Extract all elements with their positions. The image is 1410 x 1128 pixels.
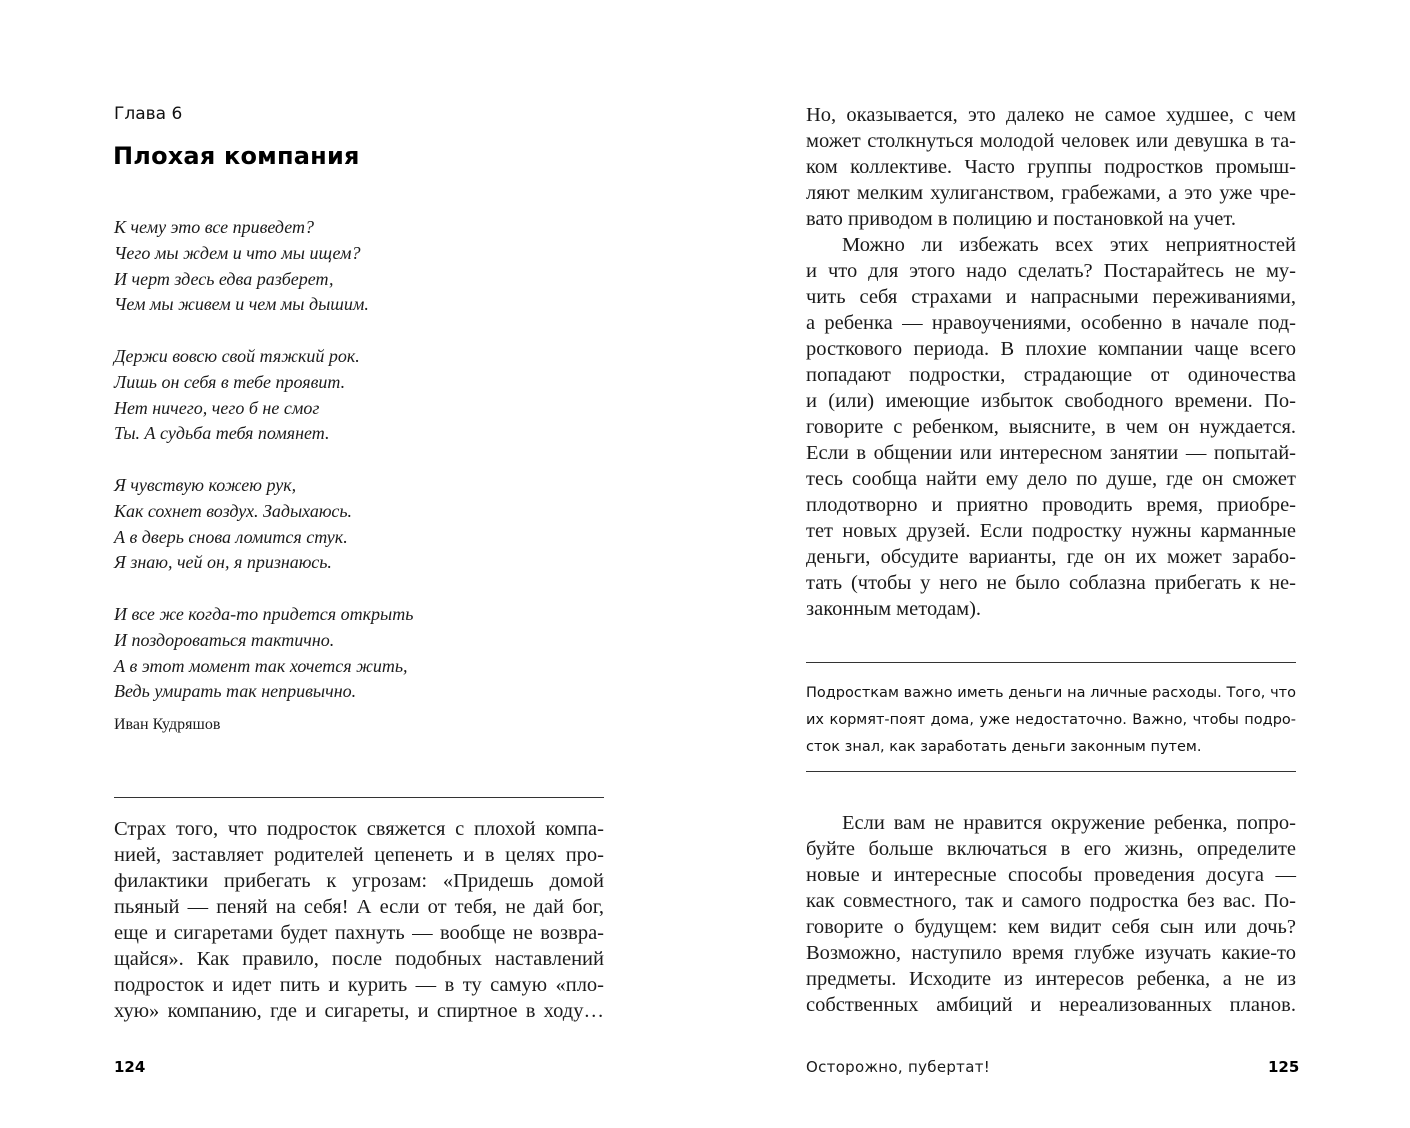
text-line: ком коллективе. Часто группы подростков промыш-: [806, 156, 1296, 178]
text-line: плодотворно и приятно проводить время, приобре-: [806, 494, 1296, 516]
callout-top-divider: [806, 662, 1296, 663]
text-line: филактики прибегать к угрозам: «Придешь домой: [114, 870, 604, 892]
text-line: Если вам не нравится окружение ребенка, попро-: [842, 812, 1296, 834]
text-line: буйте больше включаться в его жизнь, определите: [806, 838, 1296, 860]
text-line: предметы. Исходите из интересов ребенка, а не из: [806, 968, 1296, 990]
text-line: собственных амбиций и нереализованных планов.: [806, 994, 1296, 1016]
verse-line: Чем мы живем и чем мы дышим.: [114, 294, 369, 315]
text-line: пьяный — пеняй на себя! А если от тебя, не дай бог,: [114, 896, 604, 918]
verse-line: К чему это все приведет?: [114, 217, 315, 237]
poem-stanza: [114, 215, 604, 318]
text-line: тесь сообща найти ему дело по душе, где он сможет: [806, 468, 1296, 490]
text-line: щайся». Как правило, после подобных наставлений: [114, 948, 604, 970]
text-line: и (или) имеющие избыток свободного времени. По-: [806, 390, 1296, 412]
running-head: Осторожно, пубертат!: [806, 1058, 991, 1076]
callout-bottom-divider: [806, 771, 1296, 772]
text-line: законным методам).: [806, 598, 982, 620]
text-line: тет новых друзей. Если подростку нужны карманные: [806, 520, 1296, 542]
text-line: говорите с ребенком, выясните, в чем он нуждается.: [806, 416, 1296, 438]
poem-stanza: [114, 602, 604, 705]
text-line: Возможно, наступило время глубже изучать какие-то: [806, 942, 1296, 964]
callout-line: сток знал, как заработать деньги законным путем.: [806, 739, 1202, 755]
body-paragraph-3: [806, 810, 1296, 1018]
body-paragraph: [114, 816, 604, 1024]
verse-line: Держи вовсю свой тяжкий рок.: [114, 345, 360, 366]
text-line: и что для этого надо сделать? Постарайтесь не му-: [806, 260, 1296, 282]
section-divider: [114, 797, 604, 798]
verse-line: Как сохнет воздух. Задыхаюсь.: [114, 500, 353, 521]
callout-line: их кормят-поят дома, уже недостаточно. Важно, чтобы подро-: [806, 712, 1296, 728]
text-line: ляют мелким хулиганством, грабежами, а это уже чре-: [806, 182, 1296, 204]
text-line: новые и интересные способы проведения досуга —: [806, 864, 1296, 886]
verse-line: Чего мы ждем и что мы ищем?: [114, 242, 361, 263]
text-line: Страх того, что подросток свяжется с плохой компа-: [114, 818, 604, 840]
verse-line: А в дверь снова ломится стук.: [114, 526, 348, 547]
text-line: нией, заставляет родителей цепенеть и в целях про-: [114, 844, 604, 866]
text-line: росткового периода. В плохие компании чаще всего: [806, 338, 1296, 360]
text-line: Если в общении или интересном занятии — попытай-: [806, 442, 1296, 464]
body-paragraph-2: [806, 232, 1296, 622]
verse-line: Ты. А судьба тебя помянет.: [114, 423, 330, 444]
page-number: 124: [114, 1058, 146, 1076]
text-line: попадают подростки, страдающие от одиночества: [806, 364, 1296, 386]
text-line: Можно ли избежать всех этих неприятностей: [842, 234, 1296, 256]
chapter-label: Глава 6: [114, 104, 183, 124]
epigraph-poem: [114, 215, 604, 705]
verse-line: Нет ничего, чего б не смог: [114, 397, 320, 418]
verse-line: Лишь он себя в тебе проявит.: [114, 371, 346, 392]
text-line: говорите о будущем: кем видит себя сын или дочь?: [806, 916, 1296, 938]
poem-author: Иван Кудряшов: [114, 716, 221, 733]
verse-line: И все же когда-то придется открыть: [114, 603, 414, 624]
poem-stanza: [114, 473, 604, 576]
callout-line: Подросткам важно иметь деньги на личные расходы. Того, что: [806, 685, 1296, 701]
callout-box: [806, 680, 1296, 761]
verse-line: Я знаю, чей он, я признаюсь.: [114, 552, 332, 573]
chapter-title: Плохая компания: [113, 142, 360, 170]
text-line: чить себя страхами и напрасными переживаниями,: [806, 286, 1296, 308]
verse-line: Ведь умирать так непривычно.: [114, 681, 357, 702]
text-line: хую» компанию, где и сигареты, и спиртное в ходу…: [114, 1000, 604, 1022]
verse-line: А в этот момент так хочется жить,: [114, 655, 408, 676]
text-line: подросток и идет пить и курить — в ту самую «пло-: [114, 974, 604, 996]
page-number: 125: [1268, 1058, 1300, 1076]
verse-line: И поздороваться тактично.: [114, 629, 335, 650]
text-line: еще и сигаретами будет пахнуть — вообще не возвра-: [114, 922, 604, 944]
text-line: как совместного, так и самого подростка без вас. По-: [806, 890, 1296, 912]
body-paragraph-1: [806, 102, 1296, 232]
text-line: вато приводом в полицию и постановкой на учет.: [806, 208, 1236, 230]
verse-line: Я чувствую кожею рук,: [114, 474, 297, 495]
poem-stanza: [114, 344, 604, 447]
verse-line: И черт здесь едва разберет,: [114, 268, 334, 289]
text-line: а ребенка — нравоучениями, особенно в начале под-: [806, 312, 1296, 334]
text-line: тать (чтобы у него не было соблазна прибегать к не-: [806, 572, 1296, 594]
text-line: деньги, обсудите варианты, где он их может зарабо-: [806, 546, 1296, 568]
text-line: может столкнуться молодой человек или девушка в та-: [806, 130, 1296, 152]
text-line: Но, оказывается, это далеко не самое худшее, с чем: [806, 104, 1296, 126]
